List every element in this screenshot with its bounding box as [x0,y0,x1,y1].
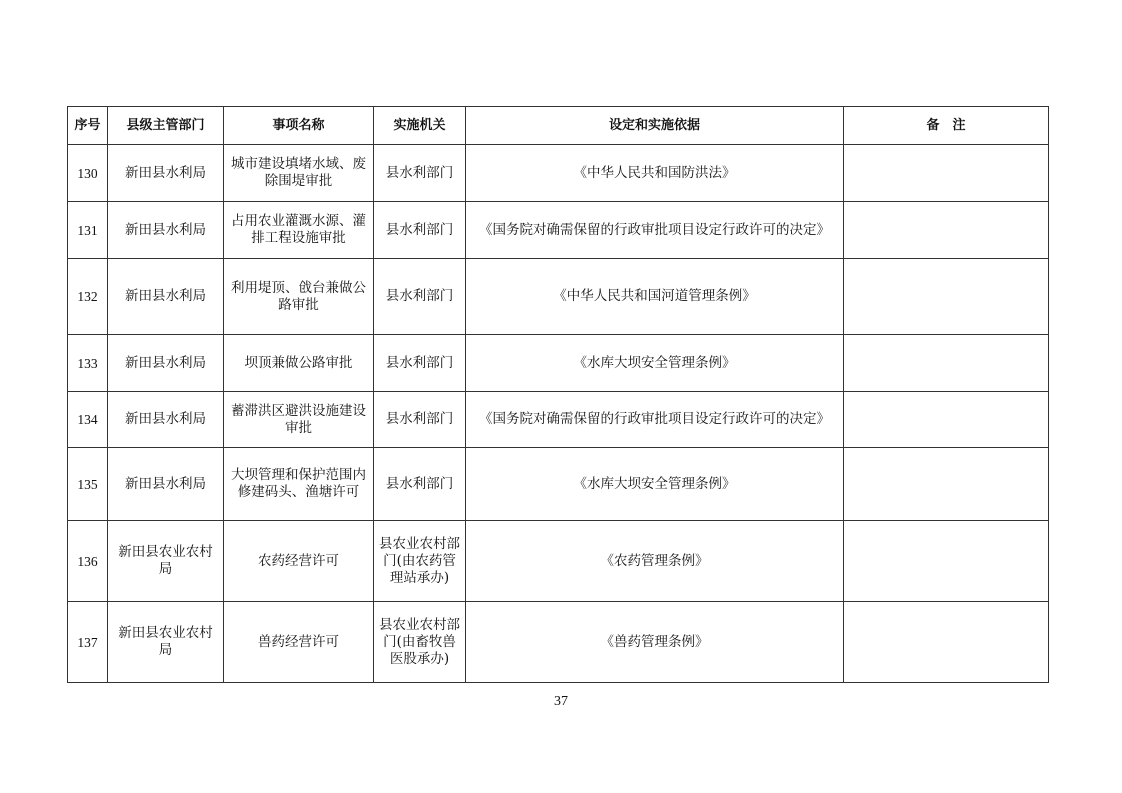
row-item: 坝顶兼做公路审批 [224,335,374,392]
row-dept: 新田县水利局 [108,259,224,335]
row-no: 135 [68,448,108,521]
row-dept: 新田县水利局 [108,335,224,392]
table-row [68,335,1049,392]
row-dept: 新田县水利局 [108,392,224,448]
row-note [844,448,1049,521]
row-item: 利用堤顶、戗台兼做公路审批 [224,259,374,335]
row-note [844,602,1049,683]
row-agency: 县水利部门 [374,145,466,202]
row-no: 131 [68,202,108,259]
header-no: 序号 [68,107,108,145]
row-no: 137 [68,602,108,683]
approval-items-table [67,106,1049,683]
table-row [68,392,1049,448]
row-note [844,145,1049,202]
row-basis: 《中华人民共和国防洪法》 [466,145,844,202]
row-agency: 县农业农村部门(由农药管理站承办) [374,521,466,602]
row-agency: 县水利部门 [374,202,466,259]
row-item: 蓄滞洪区避洪设施建设审批 [224,392,374,448]
row-note [844,521,1049,602]
row-agency: 县农业农村部门(由畜牧兽医股承办) [374,602,466,683]
row-item: 占用农业灌溉水源、灌排工程设施审批 [224,202,374,259]
row-note [844,202,1049,259]
row-agency: 县水利部门 [374,335,466,392]
row-no: 130 [68,145,108,202]
page-number: 37 [554,694,568,709]
row-dept: 新田县农业农村局 [108,521,224,602]
row-note [844,259,1049,335]
row-dept: 新田县水利局 [108,202,224,259]
row-basis: 《水库大坝安全管理条例》 [466,448,844,521]
row-no: 134 [68,392,108,448]
row-agency: 县水利部门 [374,259,466,335]
row-item: 城市建设填堵水域、废除围堤审批 [224,145,374,202]
table-row [68,521,1049,602]
row-dept: 新田县水利局 [108,448,224,521]
table-row [68,602,1049,683]
table-row [68,448,1049,521]
row-basis: 《兽药管理条例》 [466,602,844,683]
table-row [68,259,1049,335]
row-basis: 《国务院对确需保留的行政审批项目设定行政许可的决定》 [466,392,844,448]
row-agency: 县水利部门 [374,448,466,521]
row-item: 大坝管理和保护范围内修建码头、渔塘许可 [224,448,374,521]
header-item: 事项名称 [224,107,374,145]
row-dept: 新田县农业农村局 [108,602,224,683]
header-agency: 实施机关 [374,107,466,145]
row-basis: 《国务院对确需保留的行政审批项目设定行政许可的决定》 [466,202,844,259]
row-note [844,335,1049,392]
row-basis: 《农药管理条例》 [466,521,844,602]
header-basis: 设定和实施依据 [466,107,844,145]
row-item: 农药经营许可 [224,521,374,602]
row-dept: 新田县水利局 [108,145,224,202]
row-agency: 县水利部门 [374,392,466,448]
table-row [68,202,1049,259]
table-header-row [68,107,1049,145]
row-no: 132 [68,259,108,335]
row-basis: 《中华人民共和国河道管理条例》 [466,259,844,335]
row-basis: 《水库大坝安全管理条例》 [466,335,844,392]
row-no: 133 [68,335,108,392]
row-note [844,392,1049,448]
table-row [68,145,1049,202]
header-note: 备 注 [844,107,1049,145]
header-dept: 县级主管部门 [108,107,224,145]
row-no: 136 [68,521,108,602]
row-item: 兽药经营许可 [224,602,374,683]
